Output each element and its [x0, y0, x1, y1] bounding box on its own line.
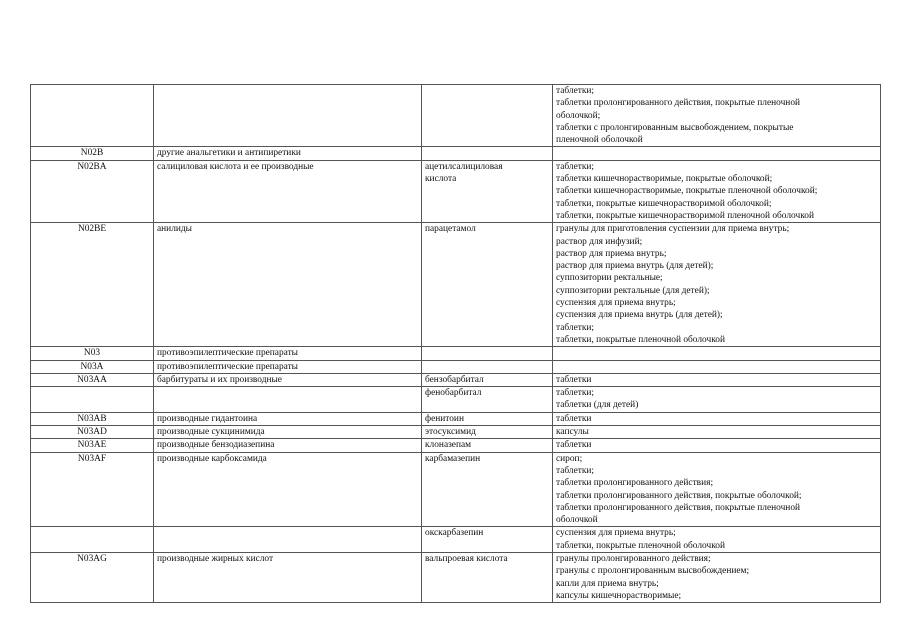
dosage-form-line: таблетки пролонгированного действия; — [556, 478, 714, 489]
group-cell: салициловая кислота и ее производные — [154, 160, 422, 222]
dosage-forms-cell — [553, 147, 881, 160]
dosage-form-line: раствор для приема внутрь (для детей); — [556, 261, 714, 272]
table-row — [31, 223, 881, 347]
dosage-form-line: таблетки; — [556, 388, 595, 399]
table-row — [31, 387, 881, 413]
drug-name-cell: фенитоин — [422, 412, 553, 425]
atc-code-cell: N03 — [31, 347, 154, 360]
dosage-forms-cell — [553, 347, 881, 360]
group-cell: анилиды — [154, 223, 422, 347]
drug-name-text: ацетилсалициловая кислота — [425, 161, 503, 185]
atc-code-cell: N03AE — [31, 439, 154, 452]
empty-line — [556, 347, 877, 359]
dosage-forms-cell — [553, 412, 881, 425]
atc-code-cell: N02B — [31, 147, 154, 160]
dosage-form-line: раствор для инфузий; — [556, 236, 643, 247]
dosage-forms-cell — [553, 85, 881, 147]
drug-name-cell: вальпроевая кислота — [422, 552, 553, 602]
dosage-form-line: оболочкой — [556, 515, 598, 526]
drug-table — [30, 84, 881, 603]
atc-code-cell — [31, 85, 154, 147]
table-row — [31, 452, 881, 527]
empty-line — [556, 361, 877, 373]
dosage-forms-cell — [553, 160, 881, 222]
dosage-form-line: таблетки пролонгированного действия, покрытые пленочной — [556, 98, 801, 109]
dosage-form-line: капсулы кишечнорастворимые; — [556, 590, 682, 601]
dosage-form-line: суппозитории ректальные (для детей); — [556, 285, 710, 296]
group-cell — [154, 387, 422, 413]
dosage-form-line: таблетки, покрытые кишечнорастворимой оболочкой; — [556, 198, 772, 209]
table-row — [31, 527, 881, 553]
dosage-form-line: гранулы пролонгированного действия; — [556, 553, 711, 564]
dosage-form-line: таблетки, покрытые кишечнорастворимой пленочной оболочкой — [556, 210, 814, 221]
dosage-form-line: капсулы — [556, 427, 589, 438]
dosage-form-line: таблетки пролонгированного действия, покрытые пленочной — [556, 502, 801, 513]
dosage-form-line: гранулы для приготовления суспензии для приема внутрь; — [556, 224, 790, 235]
dosage-form-line: сироп; — [556, 453, 583, 464]
dosage-forms-cell — [553, 373, 881, 386]
group-cell: барбитураты и их производные — [154, 373, 422, 386]
dosage-form-line: таблетки — [556, 413, 592, 424]
dosage-forms-cell — [553, 426, 881, 439]
atc-code-cell: N03AD — [31, 426, 154, 439]
group-cell — [154, 527, 422, 553]
atc-code-cell: N03AF — [31, 452, 154, 527]
atc-code-cell — [31, 387, 154, 413]
atc-code-cell — [31, 527, 154, 553]
dosage-form-line: суппозитории ректальные; — [556, 273, 663, 284]
table-row — [31, 347, 881, 360]
dosage-forms-cell — [553, 439, 881, 452]
empty-line — [556, 147, 877, 159]
dosage-forms-cell — [553, 552, 881, 602]
atc-code-cell: N03AA — [31, 373, 154, 386]
dosage-form-line: суспензия для приема внутрь; — [556, 298, 676, 309]
dosage-form-line: таблетки кишечнорастворимые, покрытые пленочной оболочкой; — [556, 186, 818, 197]
group-cell: производные гидантоина — [154, 412, 422, 425]
group-cell: производные карбоксамида — [154, 452, 422, 527]
table-row — [31, 412, 881, 425]
dosage-forms-cell — [553, 223, 881, 347]
dosage-form-line: таблетки; — [556, 322, 595, 333]
drug-name-cell: карбамазепин — [422, 452, 553, 527]
table-row — [31, 85, 881, 147]
dosage-forms-cell — [553, 360, 881, 373]
group-cell: противоэпилептические препараты — [154, 347, 422, 360]
dosage-form-line: суспензия для приема внутрь; — [556, 528, 676, 539]
drug-name-cell — [422, 160, 553, 222]
table-row — [31, 160, 881, 222]
dosage-form-line: раствор для приема внутрь; — [556, 248, 667, 259]
drug-name-cell — [422, 147, 553, 160]
dosage-form-line: капли для приема внутрь; — [556, 578, 659, 589]
group-cell: противоэпилептические препараты — [154, 360, 422, 373]
dosage-form-line: таблетки, покрытые пленочной оболочкой — [556, 334, 725, 345]
table-row — [31, 373, 881, 386]
table-row — [31, 360, 881, 373]
drug-name-cell: фенобарбитал — [422, 387, 553, 413]
drug-name-cell — [422, 360, 553, 373]
dosage-form-line: гранулы с пролонгированным высвобождением; — [556, 566, 750, 577]
drug-name-cell — [422, 347, 553, 360]
dosage-form-line: таблетки; — [556, 161, 595, 172]
dosage-form-line: пленочной оболочкой — [556, 135, 643, 146]
table-row — [31, 426, 881, 439]
dosage-form-line: таблетки; — [556, 465, 595, 476]
atc-code-cell: N02BE — [31, 223, 154, 347]
atc-code-cell: N02BA — [31, 160, 154, 222]
group-cell: производные сукцинимида — [154, 426, 422, 439]
table-row — [31, 147, 881, 160]
dosage-form-line: оболочкой; — [556, 110, 601, 121]
atc-code-cell: N03A — [31, 360, 154, 373]
dosage-forms-cell — [553, 527, 881, 553]
group-cell: другие анальгетики и антипиретики — [154, 147, 422, 160]
atc-code-cell: N03AB — [31, 412, 154, 425]
group-cell — [154, 85, 422, 147]
group-cell: производные жирных кислот — [154, 552, 422, 602]
drug-name-cell: бензобарбитал — [422, 373, 553, 386]
table-row — [31, 552, 881, 602]
drug-name-cell: парацетамол — [422, 223, 553, 347]
drug-name-cell — [422, 85, 553, 147]
dosage-form-line: таблетки (для детей) — [556, 400, 639, 411]
dosage-form-line: таблетки кишечнорастворимые, покрытые оболочкой; — [556, 174, 773, 185]
table-body — [31, 85, 881, 603]
drug-name-cell: окскарбазепин — [422, 527, 553, 553]
dosage-forms-cell — [553, 387, 881, 413]
dosage-form-line: таблетки — [556, 440, 592, 451]
group-cell: производные бензодиазепина — [154, 439, 422, 452]
dosage-forms-cell — [553, 452, 881, 527]
atc-code-cell: N03AG — [31, 552, 154, 602]
drug-name-cell: клоназепам — [422, 439, 553, 452]
dosage-form-line: таблетки, покрытые пленочной оболочкой — [556, 540, 725, 551]
dosage-form-line: суспензия для приема внутрь (для детей); — [556, 310, 723, 321]
dosage-form-line: таблетки пролонгированного действия, покрытые оболочкой; — [556, 490, 802, 501]
dosage-form-line: таблетки; — [556, 86, 595, 96]
table-row — [31, 439, 881, 452]
dosage-form-line: таблетки — [556, 374, 592, 385]
dosage-form-line: таблетки с пролонгированным высвобождением, покрытые — [556, 122, 794, 133]
drug-name-cell: этосуксимид — [422, 426, 553, 439]
